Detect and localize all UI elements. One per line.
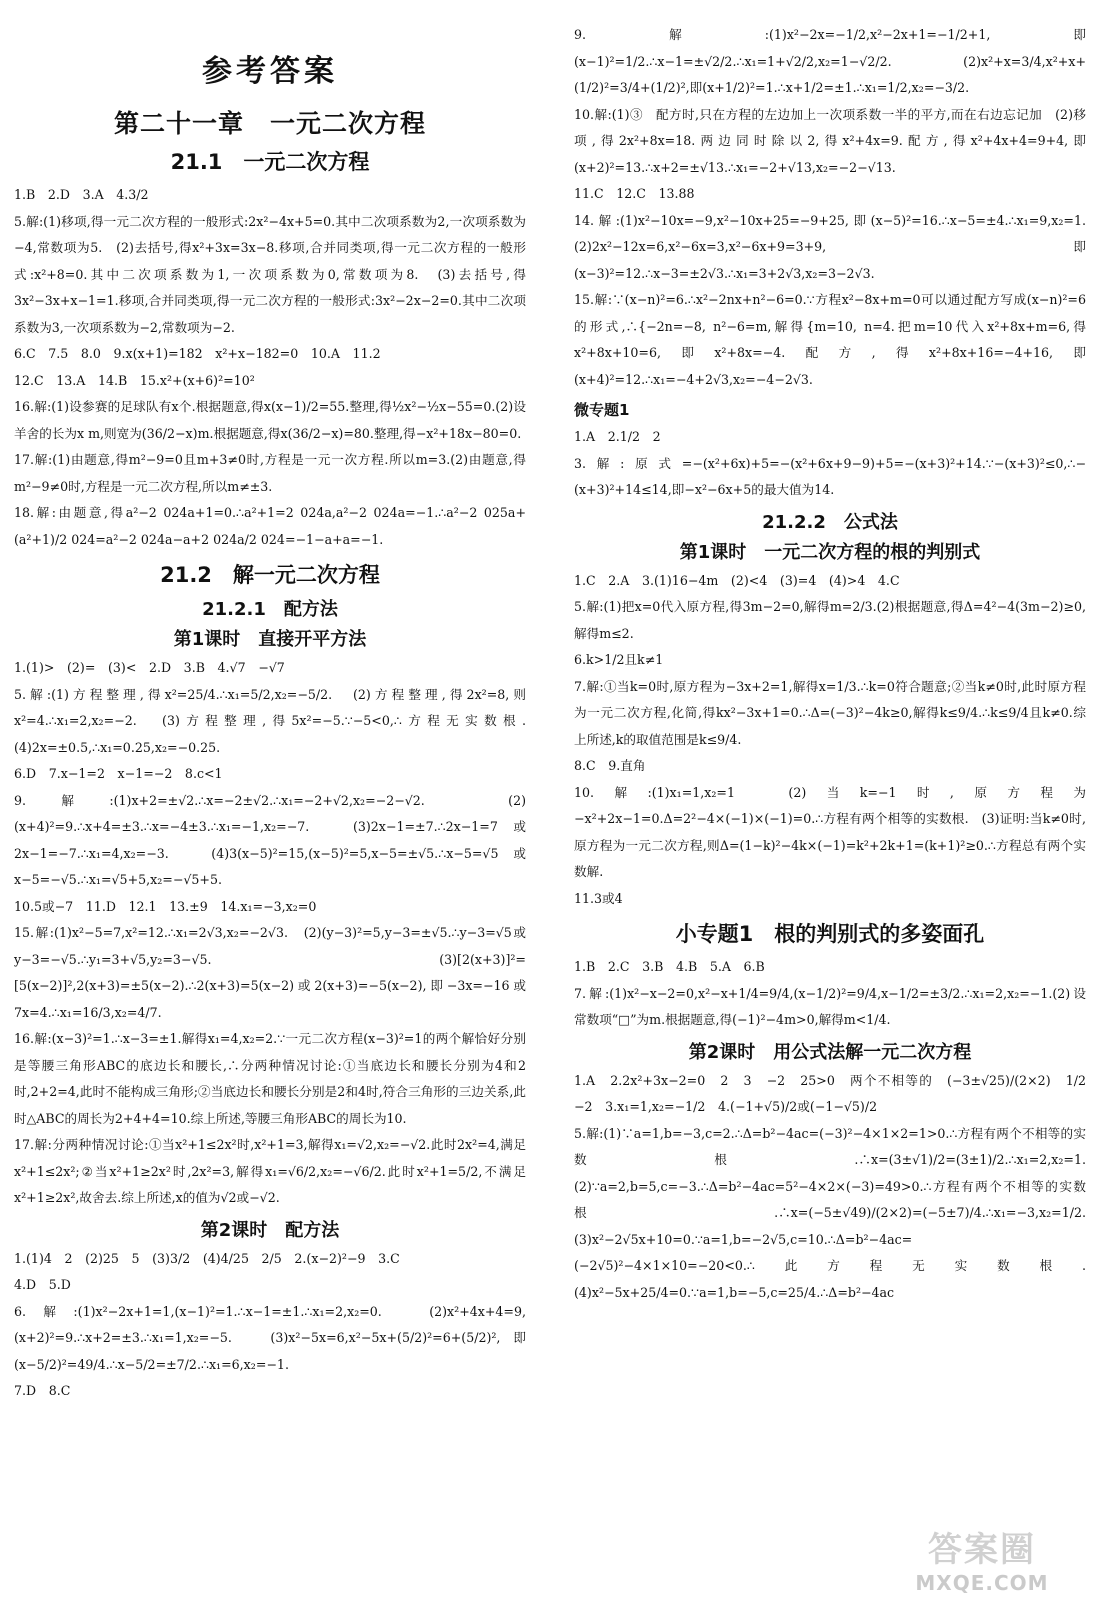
answer-line: 10.解:(1)x₁=1,x₂=1 (2)当k=−1时,原方程为−x²+2x−1=0.Δ=2²−4×(−1)×(−1)=0.∴方程有两个相等的实数根. (3)证明:当k≠0时,原方程为一元二次方程,则Δ=(1−k)²−4k×(−1)=k²+2k+1=(k+1)²≥0.∴方程总有两个实数解. xyxy=(574,784,1086,879)
answer-line: 8.C 9.直角 xyxy=(574,758,646,773)
answer-line: 1.A 2.1/2 2 xyxy=(574,429,661,444)
answer-line: 10.解:(1)③ 配方时,只在方程的左边加上一次项系数一半的平方,而在右边忘记加 (2)移项,得2x²+8x=18.两边同时除以2,得x²+4x=9.配方,得x²+4x+4=9+4,即(x+2)²=13.∴x+2=±√13.∴x₁=−2+√13,x₂=−2−√13. xyxy=(574,106,1086,175)
chapter-heading: 第二十一章 一元二次方程 xyxy=(113,109,426,138)
answer-line: 6.k>1/2且k≠1 xyxy=(574,652,664,667)
watermark-url: MXQE.COM xyxy=(915,1571,1049,1595)
lesson-heading: 第1课时 直接开平方法 xyxy=(173,629,367,650)
watermark-logo: 答案圈 xyxy=(928,1530,1036,1570)
answer-line: 1.(1)4 2 (2)25 5 (3)3/2 (4)4/25 2/5 2.(x−2)²−9 3.C xyxy=(14,1250,400,1266)
answer-line: 15.解:∵(x−n)²=6.∴x²−2nx+n²−6=0.∵方程x²−8x+m=0可以通过配方写成(x−n)²=6的形式,∴{−2n=−8, n²−6=m,解得{m=10, n=4.把m=10代入x²+8x+m=6,得x²+8x+10=6,即x²+8x=−4.配方,得x²+8x+16=−4+16,即(x+4)²=12.∴x₁=−4+2√3,x₂=−4−2√3. xyxy=(574,292,1086,387)
lesson-heading: 第2课时 配方法 xyxy=(200,1219,340,1241)
answer-line: 10.5或−7 11.D 12.1 13.±9 14.x₁=−3,x₂=0 xyxy=(14,898,317,914)
answer-line: 15.解:(1)x²−5=7,x²=12.∴x₁=2√3,x₂=−2√3. (2)(y−3)²=5,y−3=±√5.∴y−3=√5或y−3=−√5.∴y₁=3+√5,y₂=3−√5. (3)[2(x+3)]²=[5(x−2)]²,2(x+3)=±5(x−2).∴2(x+3)=5(x−2)或2(x+3)=−5(x−2),即−3x=−16或7x=4.∴x₁=16/3,x₂=4/7. xyxy=(14,925,526,1020)
answer-line: 7.解:①当k=0时,原方程为−3x+2=1,解得x=1/3.∴k=0符合题意;②当k≠0时,此时原方程为一元二次方程,化简,得kx²−3x+1=0.∴Δ=(−3)²−4k≥0,解得k≤9/4.∴k≤9/4且k≠0.综上所述,k的取值范围是k≤9/4. xyxy=(574,678,1086,747)
answer-line: 5.解:(1)移项,得一元二次方程的一般形式:2x²−4x+5=0.其中二次项系数为2,一次项系数为−4,常数项为5. (2)去括号,得x²+3x=3x−8.移项,合并同类项,得一元二次方程的一般形式:x²+8=0.其中二次项系数为1,一次项系数为0,常数项为8. (3)去括号,得3x²−3x+x−1=1.移项,合并同类项,得一元二次方程的一般形式:3x²−2x−2=0.其中二次项系数为3,一次项系数为−2,常数项为−2. xyxy=(14,213,526,335)
answer-line: 14.解:(1)x²−10x=−9,x²−10x+25=−9+25,即(x−5)²=16.∴x−5=±4.∴x₁=9,x₂=1. (2)2x²−12x=6,x²−6x=3,x²−6x+9=3+9,即(x−3)²=12.∴x−3=±2√3.∴x₁=3+2√3,x₂=3−2√3. xyxy=(574,212,1099,281)
answer-line: 11.3或4 xyxy=(574,890,623,906)
answer-line: 7.D 8.C xyxy=(14,1383,71,1398)
answer-line: 9.解:(1)x+2=±√2.∴x=−2±√2.∴x₁=−2+√2,x₂=−2−√2. (2)(x+4)²=9.∴x+4=±3.∴x=−4±3.∴x₁=−1,x₂=−7. (3)2x−1=±7.∴2x−1=7或2x−1=−7.∴x₁=4,x₂=−3. (4)3(x−5)²=15,(x−5)²=5,x−5=±√5.∴x−5=√5或x−5=−√5.∴x₁=√5+5,x₂=−√5+5. xyxy=(14,792,526,887)
lesson-heading: 第2课时 用公式法解一元二次方程 xyxy=(688,1041,972,1063)
answer-line: 4.D 5.D xyxy=(14,1277,71,1292)
right-column xyxy=(574,22,1099,1306)
answer-line: 1.C 2.A 3.(1)16−4m (2)<4 (3)=4 (4)>4 4.C xyxy=(574,572,900,588)
section-heading-21-2: 21.2 解一元二次方程 xyxy=(160,563,380,587)
answer-line: 5.解:(1)方程整理,得x²=25/4.∴x₁=5/2,x₂=−5/2. (2)方程整理,得2x²=8,则x²=4.∴x₁=2,x₂=−2. (3)方程整理,得5x²=−5.∵−5<0,∴方程无实数根. (4)2x=±0.5,∴x₁=0.25,x₂=−0.25. xyxy=(14,686,539,755)
answer-line: 3.解:原式=−(x²+6x)+5=−(x²+6x+9−9)+5=−(x+3)²+14.∵−(x+3)²≤0,∴−(x+3)²+14≤14,即−x²−6x+5的最大值为14. xyxy=(574,455,1086,497)
answer-line: 11.C 12.C 13.88 xyxy=(574,186,695,201)
answer-line: 18.解:由题意,得a²−2 024a+1=0.∴a²+1=2 024a,a²−2 024a=−1.∴a²−2 025a+(a²+1)/2 024=a²−2 024a−a+2 024a/2 024=−1−a+a=−1. xyxy=(14,505,526,547)
page-title: 参考答案 xyxy=(202,54,338,89)
answer-line: 6.C 7.5 8.0 9.x(x+1)=182 x²+x−182=0 10.A 11.2 xyxy=(14,346,381,361)
answer-line: 16.解:(1)设参赛的足球队有x个.根据题意,得x(x−1)/2=55.整理,得½x²−½x−55=0.(2)设羊舍的长为x m,则宽为(36/2−x)m.根据题意,得x(36/2−x)=80.整理,得−x²+18x−80=0. xyxy=(14,399,526,441)
answer-line: 5.解:(1)把x=0代入原方程,得3m−2=0,解得m=2/3.(2)根据题意,得Δ=4²−4(3m−2)≥0,解得m≤2. xyxy=(574,599,1086,641)
answer-line: 16.解:(x−3)²=1.∴x−3=±1.解得x₁=4,x₂=2.∵一元二次方程(x−3)²=1的两个解恰好分别是等腰三角形ABC的底边长和腰长,∴分两种情况讨论:①当底边长和腰长分别为4和2时,2+2=4,此时不能构成三角形;②当底边长和腰长分别是2和4时,符合三角形的三边关系,此时△ABC的周长为2+4+4=10.综上所述,等腰三角形ABC的周长为10. xyxy=(14,1031,526,1126)
answer-line: 1.B 2.D 3.A 4.3/2 xyxy=(14,187,149,202)
lesson-heading: 第1课时 一元二次方程的根的判别式 xyxy=(679,541,981,563)
answer-line: 17.解:(1)由题意,得m²−9=0且m+3≠0时,方程是一元一次方程.所以m=3.(2)由题意,得m²−9≠0时,方程是一元二次方程,所以m≠±3. xyxy=(14,452,526,494)
answer-line: 1.A 2.2x²+3x−2=0 2 3 −2 25>0 两个不相等的 (−3±√25)/(2×2) 1/2 −2 3.x₁=1,x₂=−1/2 4.(−1+√5)/2或(−1−√5)/2 xyxy=(574,1072,1099,1114)
answer-line: 17.解:分两种情况讨论:①当x²+1≤2x²时,x²+1=3,解得x₁=√2,x₂=−√2.此时2x²=4,满足x²+1≤2x²;②当x²+1≥2x²时,2x²=3,解得x₁=√6/2,x₂=−√6/2.此时x²+1=5/2,不满足x²+1≥2x²,故舍去.综上所述,x的值为√2或−√2. xyxy=(14,1137,526,1205)
section-heading-21-1: 21.1 一元二次方程 xyxy=(170,150,370,174)
answer-line: 5.解:(1)∵a=1,b=−3,c=2.∴Δ=b²−4ac=(−3)²−4×1×2=1>0.∴方程有两个不相等的实数根.∴x=(3±√1)/2=(3±1)/2.∴x₁=2,x₂=1. (2)∵a=2,b=5,c=−3.∴Δ=b²−4ac=5²−4×2×(−3)=49>0.∴方程有两个不相等的实数根.∴x=(−5±√49)/(2×2)=(−5±7)/4.∴x₁=−3,x₂=1/2. (3)x²−2√5x+10=0.∵a=1,b=−2√5,c=10.∴Δ=b²−4ac=(−2√5)²−4×1×10=−20<0.∴此方程无实数根. (4)x²−5x+25/4=0.∵a=1,b=−5,c=25/4.∴Δ=b²−4ac xyxy=(574,1125,1099,1300)
topic-heading: 小专题1 根的判别式的多姿面孔 xyxy=(675,922,985,946)
site-watermark xyxy=(882,1522,1082,1595)
answer-line: 12.C 13.A 14.B 15.x²+(x+6)²=10² xyxy=(14,372,255,388)
micro-topic-heading: 微专题1 xyxy=(574,401,630,419)
answer-line: 6.D 7.x−1=2 x−1=−2 8.c<1 xyxy=(14,766,223,781)
subsection-heading-21-2-2: 21.2.2 公式法 xyxy=(762,511,898,533)
answer-line: 7.解:(1)x²−x−2=0,x²−x+1/4=9/4,(x−1/2)²=9/4,x−1/2=±3/2.∴x₁=2,x₂=−1.(2)设常数项“□”为m.根据题意,得(−1)²−4m>0,解得m<1/4. xyxy=(574,985,1086,1027)
answer-line: 1.B 2.C 3.B 4.B 5.A 6.B xyxy=(574,959,765,974)
subsection-heading-21-2-1: 21.2.1 配方法 xyxy=(202,599,338,620)
answer-line: 1.(1)> (2)= (3)< 2.D 3.B 4.√7 −√7 xyxy=(14,660,285,675)
answer-line: 9.解:(1)x²−2x=−1/2,x²−2x+1=−1/2+1,即(x−1)²=1/2.∴x−1=±√2/2.∴x₁=1+√2/2,x₂=1−√2/2. (2)x²+x=3/4,x²+x+(1/2)²=3/4+(1/2)²,即(x+1/2)²=1.∴x+1/2=±1.∴x₁=1/2,x₂=−3/2. xyxy=(574,27,1086,95)
answer-line: 6.解:(1)x²−2x+1=1,(x−1)²=1.∴x−1=±1.∴x₁=2,x₂=0. (2)x²+4x+4=9,(x+2)²=9.∴x+2=±3.∴x₁=1,x₂=−5. (3)x²−5x=6,x²−5x+(5/2)²=6+(5/2)²,即(x−5/2)²=49/4.∴x−5/2=±7/2.∴x₁=6,x₂=−1. xyxy=(14,1303,526,1372)
left-column xyxy=(14,42,539,1405)
